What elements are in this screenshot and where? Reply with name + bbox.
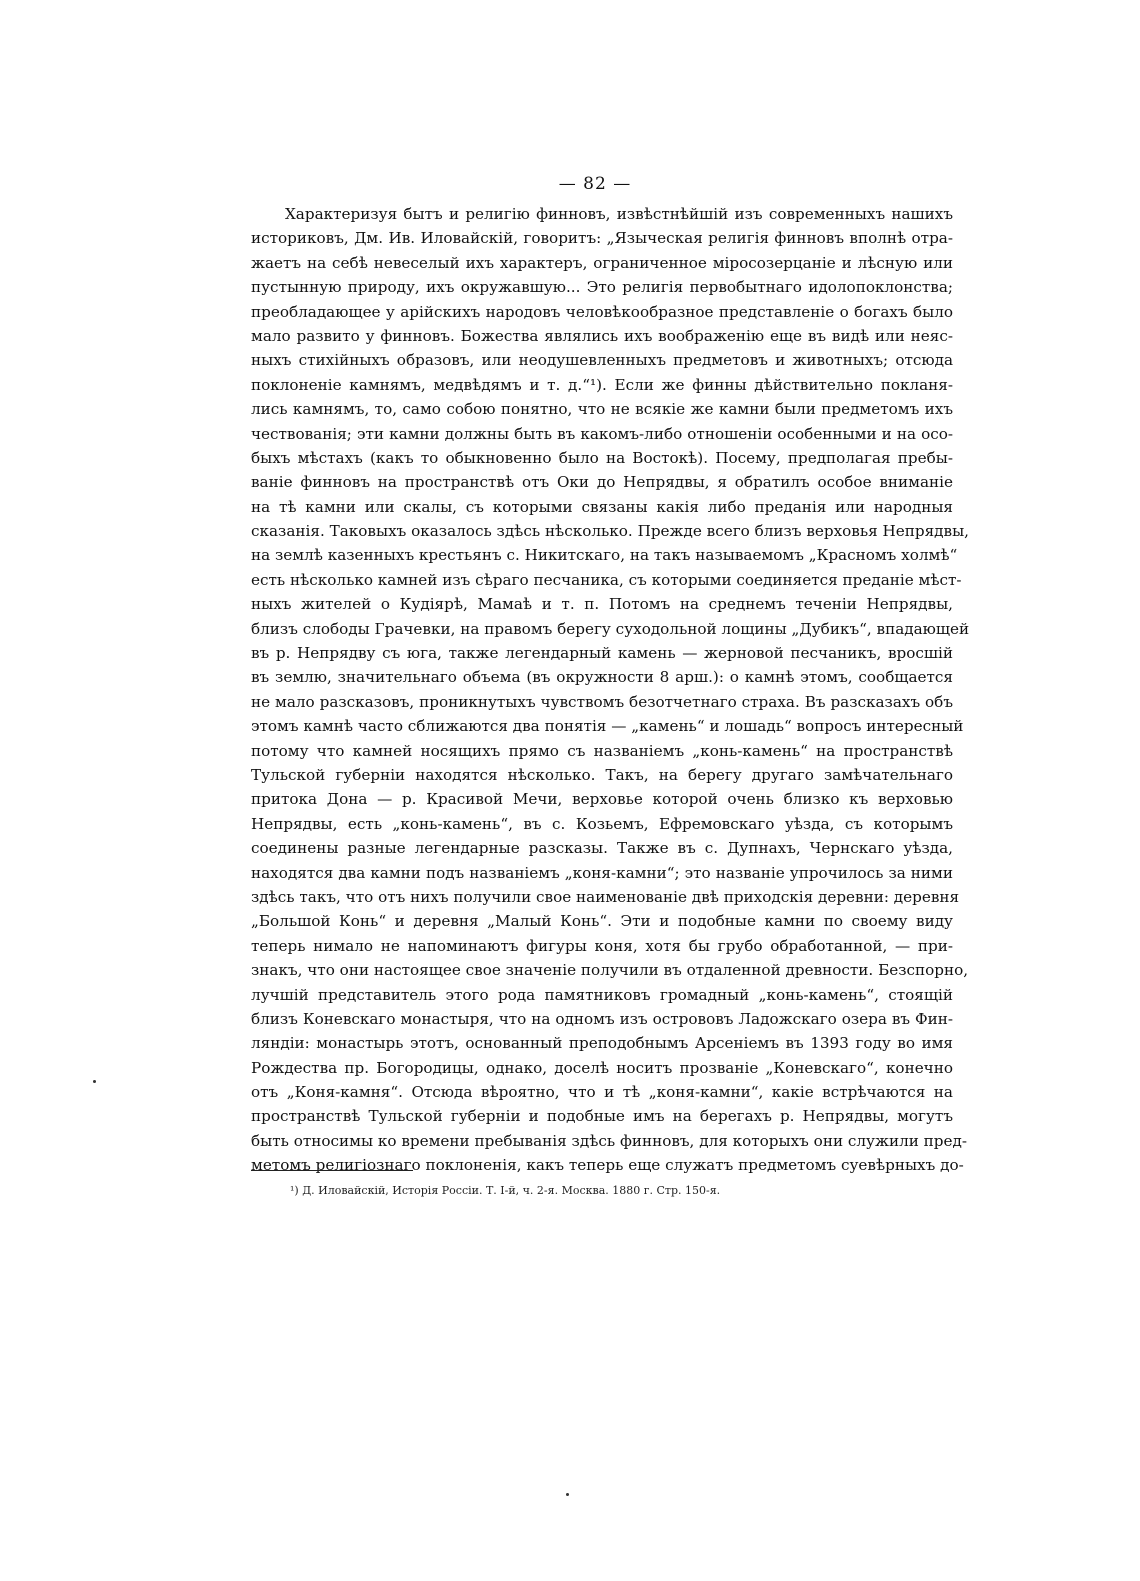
body-text bbox=[251, 202, 970, 1178]
text-line: соединены разные легендарные разсказы. Также въ с. Дупнахъ, Чернскаго уѣзда, bbox=[251, 839, 953, 858]
text-line: на тѣ камни или скалы, съ которыми связаны какія либо преданія или народныя bbox=[251, 497, 953, 516]
text-line: чествованія; эти камни должны быть въ какомъ-либо отношеніи особенными и на осо- bbox=[251, 424, 953, 443]
text-line: Рождества пр. Богородицы, однако, доселѣ носитъ прозваніе „Коневскаго“, конечно bbox=[251, 1058, 953, 1077]
scan-speck bbox=[566, 1493, 569, 1496]
text-line: лись камнямъ, то, само собою понятно, что не всякіе же камни были предметомъ ихъ bbox=[251, 400, 953, 419]
text-line: быхъ мѣстахъ (какъ то обыкновенно было на Востокѣ). Посему, предполагая пребы- bbox=[251, 448, 953, 467]
text-line: есть нѣсколько камней изъ сѣраго песчаника, съ которыми соединяется преданіе мѣст- bbox=[251, 570, 962, 589]
footnote-rule bbox=[251, 1170, 413, 1171]
text-line: быть относимы ко времени пребыванія здѣсь финновъ, для которыхъ они служили пред- bbox=[251, 1131, 967, 1150]
text-line: знакъ, что они настоящее свое значеніе получили въ отдаленной древности. Безспорно, bbox=[251, 961, 969, 980]
text-line: близъ слободы Грачевки, на правомъ берегу суходольной лощины „Дубикъ“, впадающей bbox=[251, 619, 970, 638]
page-number: — 82 — bbox=[558, 174, 632, 194]
text-line: близъ Коневскаго монастыря, что на одномъ изъ острововъ Ладожскаго озера въ Фин- bbox=[251, 1009, 953, 1028]
footnote: ¹) Д. Иловайскій, Исторія Россіи. Т. I-й, ч. 2-я. Москва. 1880 г. Стр. 150-я. bbox=[290, 1184, 721, 1197]
text-line: теперь нимало не напоминаютъ фигуры коня, хотя бы грубо обработанной, — при- bbox=[251, 936, 953, 955]
text-line: сказанія. Таковыхъ оказалось здѣсь нѣсколько. Прежде всего близъ верховья Непрядвы, bbox=[251, 522, 969, 541]
text-line: здѣсь такъ, что отъ нихъ получили свое наименованіе двѣ приходскія деревни: деревня bbox=[251, 887, 960, 906]
text-line: находятся два камни подъ названіемъ „коня-камни“; это названіе упрочилось за ними bbox=[251, 863, 953, 882]
text-line: лучшій представитель этого рода памятниковъ громадный „конь-камень“, стоящій bbox=[251, 985, 953, 1004]
text-line: жаетъ на себѣ невеселый ихъ характеръ, ограниченное міросозерцаніе и лѣсную или bbox=[251, 253, 953, 272]
text-line: ныхъ стихійныхъ образовъ, или неодушевленныхъ предметовъ и животныхъ; отсюда bbox=[251, 351, 953, 370]
text-line: историковъ, Дм. Ив. Иловайскій, говоритъ: „Языческая религія финновъ вполнѣ отра- bbox=[251, 229, 953, 248]
scan-speck bbox=[93, 1080, 96, 1083]
text-line: пространствѣ Тульской губерніи и подобные имъ на берегахъ р. Непрядвы, могутъ bbox=[251, 1107, 953, 1126]
text-line: притока Дона — р. Красивой Мечи, верховье которой очень близко къ верховью bbox=[251, 790, 953, 809]
text-line: метомъ религіознаго поклоненія, какъ теперь еще служатъ предметомъ суевѣрныхъ до- bbox=[251, 1156, 964, 1175]
text-line: пустынную природу, ихъ окружавшую... Это религія первобытнаго идолопоклонства; bbox=[251, 278, 953, 297]
text-line: въ землю, значительнаго объема (въ окружности 8 арш.): о камнѣ этомъ, сообщается bbox=[251, 668, 953, 687]
text-line: на землѣ казенныхъ крестьянъ с. Никитскаго, на такъ называемомъ „Красномъ холмѣ“ bbox=[251, 546, 958, 565]
text-line: Характеризуя бытъ и религію финновъ, извѣстнѣйшій изъ современныхъ нашихъ bbox=[285, 205, 953, 223]
text-line: въ р. Непрядву съ юга, также легендарный камень — жерновой песчаникъ, вросшій bbox=[251, 644, 953, 663]
text-line: Тульской губерніи находятся нѣсколько. Такъ, на берегу другаго замѣчательнаго bbox=[251, 765, 953, 784]
text-line: потому что камней носящихъ прямо съ названіемъ „конь-камень“ на пространствѣ bbox=[251, 741, 953, 760]
text-line: преобладающее у арійскихъ народовъ человѣкообразное представленіе о богахъ было bbox=[251, 302, 953, 321]
text-line: Непрядвы, есть „конь-камень“, въ с. Козьемъ, Ефремовскаго уѣзда, съ которымъ bbox=[251, 814, 953, 833]
text-line: „Большой Конь“ и деревня „Малый Конь“. Эти и подобные камни по своему виду bbox=[251, 912, 953, 931]
text-line: не мало разсказовъ, проникнутыхъ чувствомъ безотчетнаго страха. Въ разсказахъ объ bbox=[251, 692, 953, 711]
text-line: ваніе финновъ на пространствѣ отъ Оки до Непрядвы, я обратилъ особое вниманіе bbox=[251, 473, 953, 492]
text-line: мало развито у финновъ. Божества являлись ихъ воображенію еще въ видѣ или неяс- bbox=[251, 326, 953, 345]
text-line: ляндіи: монастырь этотъ, основанный преподобнымъ Арсеніемъ въ 1393 году во имя bbox=[251, 1034, 953, 1053]
text-line: поклоненіе камнямъ, медвѣдямъ и т. д.“¹). Если же финны дѣйствительно покланя- bbox=[251, 375, 953, 394]
text-line: отъ „Коня-камня“. Отсюда вѣроятно, что и тѣ „коня-камни“, какіе встрѣчаются на bbox=[251, 1083, 953, 1102]
text-line: ныхъ жителей о Кудіярѣ, Мамаѣ и т. п. Потомъ на среднемъ теченіи Непрядвы, bbox=[251, 595, 953, 614]
text-line: этомъ камнѣ часто сближаются два понятія — „камень“ и лошадь“ вопросъ интересный bbox=[251, 717, 964, 736]
